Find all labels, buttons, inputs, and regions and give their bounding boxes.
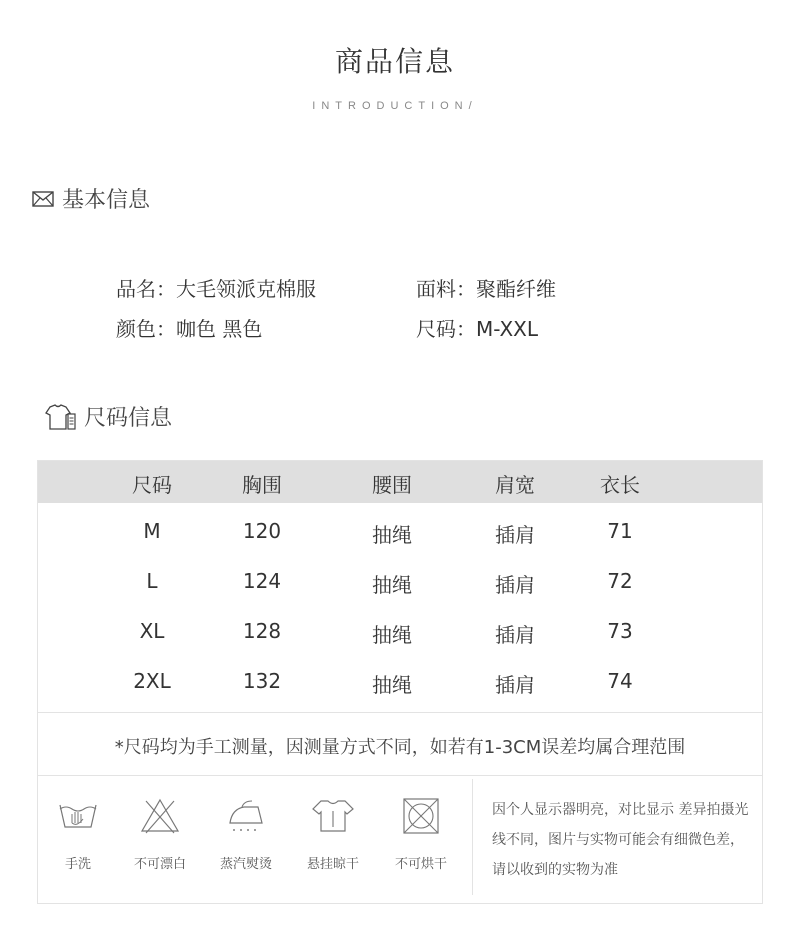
table-cell: 插肩 bbox=[495, 673, 535, 697]
care-label: 不可烘干 bbox=[394, 857, 447, 872]
table-cell: 抽绳 bbox=[372, 573, 412, 597]
divider bbox=[38, 712, 762, 713]
table-cell: 120 bbox=[242, 519, 282, 543]
table-cell: 抽绳 bbox=[372, 523, 412, 547]
table-cell: 插肩 bbox=[495, 623, 535, 647]
size-info-heading bbox=[44, 401, 172, 432]
table-cell: L bbox=[146, 569, 158, 593]
table-cell: 71 bbox=[607, 519, 633, 543]
color-disclaimer: 因个人显示器明亮，对比显示 差异拍摄光线不同，图片与实物可能会有细微色差，请以收到的实物为准 bbox=[492, 802, 749, 878]
size-info-heading-label: 尺码信息 bbox=[84, 406, 173, 431]
table-cell: 124 bbox=[242, 569, 282, 593]
envelope-icon bbox=[32, 191, 54, 207]
care-item-hang-dry bbox=[293, 797, 373, 872]
care-item-steam-iron bbox=[206, 797, 286, 872]
column-header-shoulder: 肩宽 bbox=[495, 473, 535, 497]
no-bleach-icon bbox=[138, 797, 182, 835]
divider bbox=[472, 779, 473, 895]
color-options: 颜色：咖色 黑色 bbox=[116, 317, 263, 341]
page-title: 商品信息 bbox=[334, 45, 455, 78]
table-cell: 抽绳 bbox=[372, 623, 412, 647]
basic-info-heading bbox=[32, 183, 150, 214]
no-tumble-dry-icon bbox=[399, 797, 443, 835]
care-item-no-bleach bbox=[120, 797, 200, 872]
column-header-size: 尺码 bbox=[132, 473, 172, 497]
care-label: 手洗 bbox=[64, 857, 91, 872]
care-item-hand-wash bbox=[38, 797, 118, 872]
measurement-note: *尺码均为手工测量，因测量方式不同，如若有1-3CM误差均属合理范围 bbox=[114, 737, 686, 758]
column-header-waist: 腰围 bbox=[372, 473, 412, 497]
table-cell: 抽绳 bbox=[372, 673, 412, 697]
table-cell: M bbox=[143, 519, 161, 543]
care-label: 不可漂白 bbox=[133, 857, 186, 872]
size-table-header bbox=[38, 461, 762, 503]
table-cell: 72 bbox=[607, 569, 633, 593]
size-table bbox=[37, 460, 763, 904]
hang-dry-icon bbox=[311, 797, 355, 835]
table-cell: XL bbox=[139, 619, 165, 643]
table-cell: 73 bbox=[607, 619, 633, 643]
care-label: 悬挂晾干 bbox=[306, 857, 359, 872]
hand-wash-icon bbox=[56, 797, 100, 835]
size-range: 尺码：M-XXL bbox=[416, 317, 539, 341]
shirt-tag-icon bbox=[44, 404, 76, 430]
column-header-chest: 胸围 bbox=[242, 473, 282, 497]
product-name: 品名：大毛领派克棉服 bbox=[116, 277, 316, 301]
page-subtitle: INTRODUCTION/ bbox=[312, 100, 478, 112]
table-cell: 74 bbox=[607, 669, 633, 693]
table-cell: 2XL bbox=[133, 669, 171, 693]
care-label: 蒸汽熨烫 bbox=[219, 857, 272, 872]
steam-iron-icon bbox=[224, 797, 268, 835]
table-cell: 插肩 bbox=[495, 523, 535, 547]
care-item-no-tumble-dry bbox=[381, 797, 461, 872]
table-cell: 128 bbox=[242, 619, 282, 643]
basic-info-heading-label: 基本信息 bbox=[62, 188, 151, 213]
table-cell: 132 bbox=[242, 669, 282, 693]
divider bbox=[38, 775, 762, 776]
material: 面料：聚酯纤维 bbox=[416, 277, 556, 301]
column-header-length: 衣长 bbox=[600, 473, 640, 497]
table-cell: 插肩 bbox=[495, 573, 535, 597]
